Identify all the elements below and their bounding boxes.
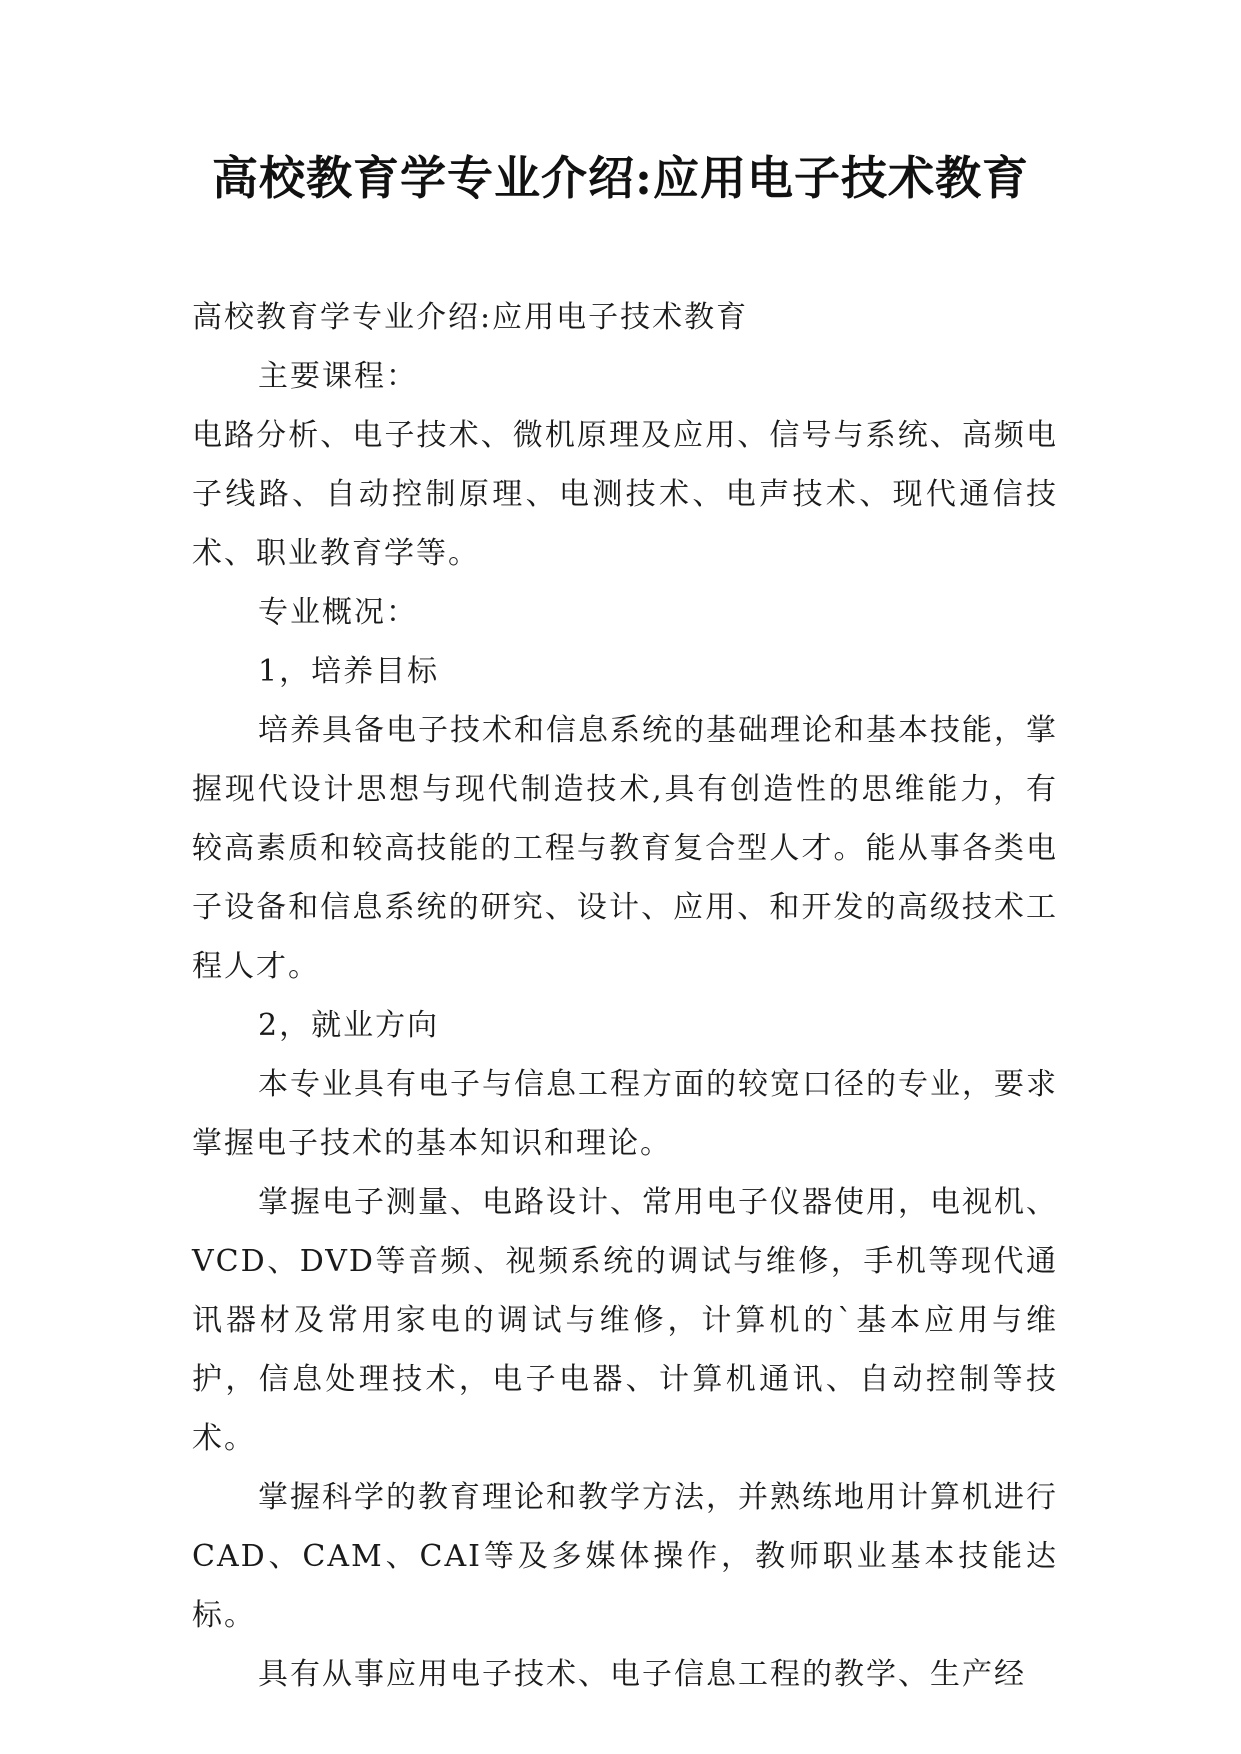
paragraph-capability: 具有从事应用电子技术、电子信息工程的教学、生产经 <box>258 1657 1026 1692</box>
paragraph-employment-intro: 本专业具有电子与信息工程方面的较宽口径的专业，要求掌握电子技术的基本知识和理论。 <box>192 1067 1058 1161</box>
paragraph-skills: 掌握电子测量、电路设计、常用电子仪器使用，电视机、VCD、DVD等音频、视频系统的调试与维修，手机等现代通讯器材及常用家电的调试与维修，计算机的`基本应用与维护，信息处理技术，电子电器、计算机通讯、自动控制等技术。 <box>192 1185 1058 1456</box>
paragraph-goal-heading: 1，培养目标 <box>258 654 440 689</box>
paragraph-employment-heading: 2，就业方向 <box>258 1008 440 1043</box>
paragraph-heading: 高校教育学专业介绍:应用电子技术教育 <box>192 300 749 335</box>
document-body <box>192 288 1058 1704</box>
paragraph-teaching: 掌握科学的教育理论和教学方法，并熟练地用计算机进行CAD、CAM、CAI等及多媒体操作，教师职业基本技能达标。 <box>192 1480 1058 1633</box>
document-title: 高校教育学专业介绍:应用电子技术教育 <box>212 151 1029 205</box>
paragraph-goal-text: 培养具备电子技术和信息系统的基础理论和基本技能，掌握现代设计思想与现代制造技术,具有创造性的思维能力，有较高素质和较高技能的工程与教育复合型人才。能从事各类电子设备和信息系统的研究、设计、应用、和开发的高级技术工程人才。 <box>192 713 1058 984</box>
paragraph-overview-heading: 专业概况： <box>258 595 418 630</box>
paragraph-courses-heading: 主要课程： <box>258 359 418 394</box>
paragraph-courses-list: 电路分析、电子技术、微机原理及应用、信号与系统、高频电子线路、自动控制原理、电测技术、电声技术、现代通信技术、职业教育学等。 <box>192 418 1058 571</box>
